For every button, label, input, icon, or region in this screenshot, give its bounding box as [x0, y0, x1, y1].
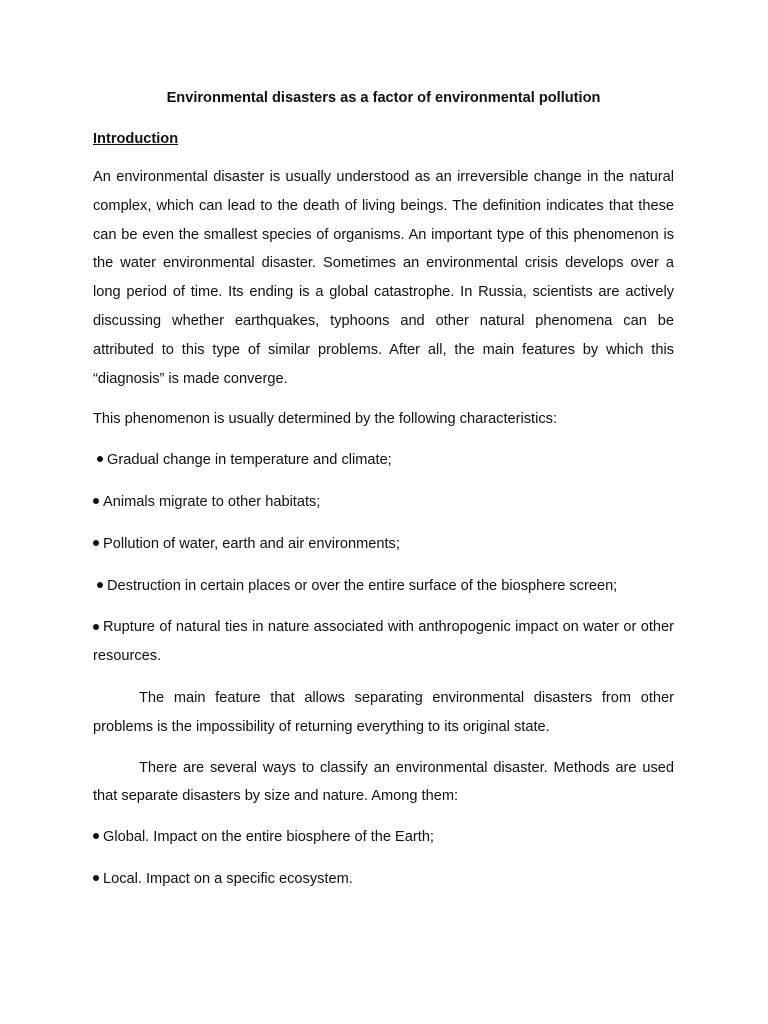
list-item — [93, 865, 674, 894]
bullet-icon — [97, 582, 103, 588]
document-body — [93, 88, 674, 907]
list-item-text: Pollution of water, earth and air environments; — [103, 535, 400, 552]
bullet-icon — [93, 624, 99, 630]
list-item-text: Gradual change in temperature and climate; — [107, 452, 392, 469]
characteristics-lead-paragraph: This phenomenon is usually determined by the following characteristics: — [93, 411, 557, 428]
bullet-icon — [93, 540, 99, 546]
list-item-text: Local. Impact on a specific ecosystem. — [103, 870, 353, 887]
intro-paragraph: An environmental disaster is usually understood as an irreversible change in the natural complex, which can lead to the death of living beings. The definition indicates that these can be even the smallest species of organisms. An important type of this phenomenon is the water environmental disaster. Sometimes an environmental crisis develops over a long period of time. Its ending is a global catastrophe. In Russia, scientists are actively discussing whether earthquakes, typhoons and other natural phenomena can be attributed to this type of similar problems. After all, the main features by which this “diagnosis” is made converge. — [93, 169, 674, 387]
list-item — [93, 530, 674, 559]
list-item — [93, 823, 674, 852]
list-item-text: Destruction in certain places or over the entire surface of the biosphere screen; — [107, 577, 618, 594]
list-item-text: Animals migrate to other habitats; — [103, 493, 321, 510]
bullet-icon — [93, 833, 99, 839]
list-item — [93, 572, 674, 601]
main-feature-paragraph: The main feature that allows separating environmental disasters from other problems is the impossibility of returning everything to its original state. — [93, 689, 674, 735]
list-item — [93, 613, 674, 671]
bullet-icon — [93, 498, 99, 504]
bullet-icon — [97, 456, 103, 462]
list-item-text: Rupture of natural ties in nature associated with anthropogenic impact on water or other resources. — [93, 619, 674, 665]
bullet-icon — [93, 875, 99, 881]
classification-paragraph: There are several ways to classify an environmental disaster. Methods are used that separate disasters by size and nature. Among them: — [93, 759, 674, 805]
list-item — [93, 488, 674, 517]
section-heading-introduction: Introduction — [93, 131, 179, 147]
list-item — [93, 446, 674, 475]
list-item-text: Global. Impact on the entire biosphere of the Earth; — [103, 829, 434, 846]
document-title: Environmental disasters as a factor of environmental pollution — [166, 90, 601, 106]
